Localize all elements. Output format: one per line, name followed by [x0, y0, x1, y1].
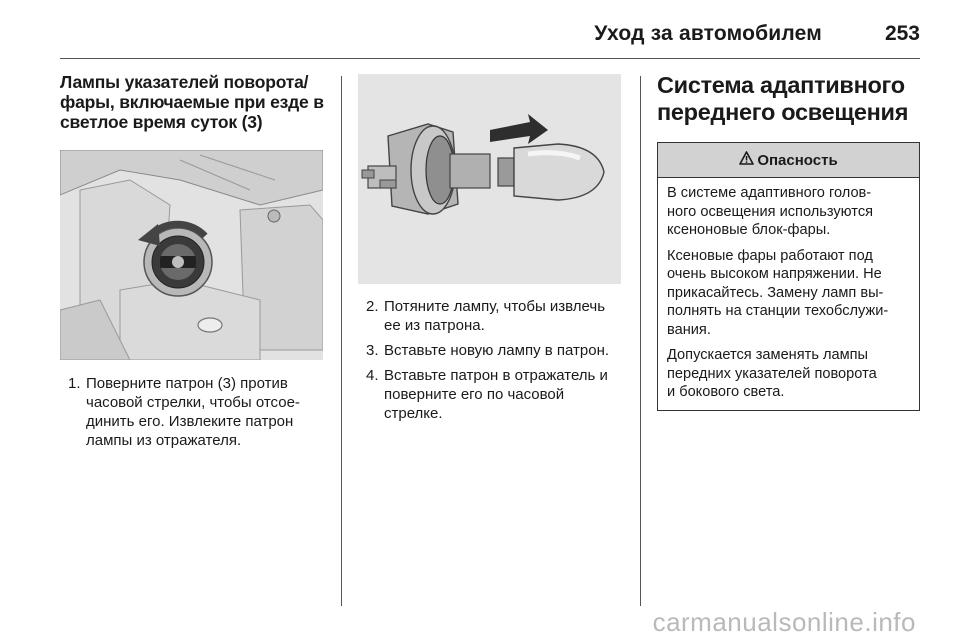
column-divider-1	[341, 76, 342, 606]
list-item	[358, 341, 623, 360]
text-line: ного освещения используются	[667, 203, 874, 220]
warning-box	[657, 142, 920, 411]
text-line: Ксеновые фары работают под	[667, 247, 873, 264]
column-divider-2	[640, 76, 641, 606]
step-text-line: Вставьте патрон в отражатель и	[384, 367, 608, 384]
steps-list-2	[358, 297, 623, 423]
step-number: 4.	[366, 367, 379, 384]
heading-line: фары, включаемые при езде в	[60, 92, 324, 112]
running-title: Уход за автомобилем	[594, 22, 822, 45]
heading-line: Лампы указателей поворота/	[60, 72, 309, 92]
step-text-line: часовой стрелки, чтобы отсое-	[86, 394, 300, 411]
text-line: Допускается заменять лампы	[667, 347, 869, 363]
column-3	[657, 72, 920, 411]
step-text-line: стрелке.	[384, 405, 443, 422]
text-line: вания.	[667, 321, 711, 338]
text-line: полнять на станции техобслужи-	[667, 303, 889, 319]
heading-line: переднего освещения	[657, 99, 909, 125]
warning-paragraph	[667, 247, 911, 340]
text-line: В системе адаптивного голов-	[667, 185, 872, 201]
text-line: ксеноновые блок-фары.	[667, 222, 831, 238]
watermark: carmanualsonline.info	[652, 607, 916, 637]
steps-list-1	[60, 374, 325, 450]
warning-paragraph	[667, 346, 911, 402]
step-text-line: Вставьте новую лампу в патрон.	[384, 342, 610, 359]
warning-body	[658, 178, 919, 410]
step-number: 2.	[366, 298, 379, 315]
heading-line: светлое время суток (3)	[60, 112, 263, 132]
section-heading-turn-signal-lamps	[60, 72, 325, 132]
step-text-line: динить его. Извлеките патрон	[86, 413, 294, 430]
list-item	[60, 374, 325, 450]
page-number: 253	[884, 22, 920, 45]
step-text-line: Потяните лампу, чтобы извлечь	[384, 298, 606, 315]
heading-line: Система адаптивного	[657, 72, 905, 98]
text-line: прикасайтесь. Замену ламп вы-	[667, 284, 884, 301]
column-1	[60, 72, 325, 456]
step-text-line: Поверните патрон (3) против	[86, 375, 288, 392]
figure-headlamp-socket	[60, 150, 323, 360]
step-text-line: ее из патрона.	[384, 317, 485, 334]
text-line: очень высоком напряжении. Не	[667, 266, 882, 282]
text-line: и бокового света.	[667, 384, 785, 400]
warning-header	[658, 143, 919, 178]
warning-title: Опасность	[757, 151, 838, 169]
step-text-line: поверните его по часовой	[384, 386, 565, 403]
page-header	[60, 14, 920, 59]
list-item	[358, 297, 623, 335]
step-number: 1.	[68, 375, 81, 392]
section-heading-adaptive-lighting	[657, 72, 920, 126]
step-number: 3.	[366, 342, 379, 359]
warning-paragraph	[667, 184, 911, 240]
figure-bulb-removal	[358, 74, 621, 284]
list-item	[358, 366, 623, 423]
text-line: передних указателей поворота	[667, 365, 877, 382]
column-2	[358, 72, 623, 429]
step-text-line: лампы из отражателя.	[86, 432, 242, 449]
warning-triangle-icon	[739, 151, 754, 169]
